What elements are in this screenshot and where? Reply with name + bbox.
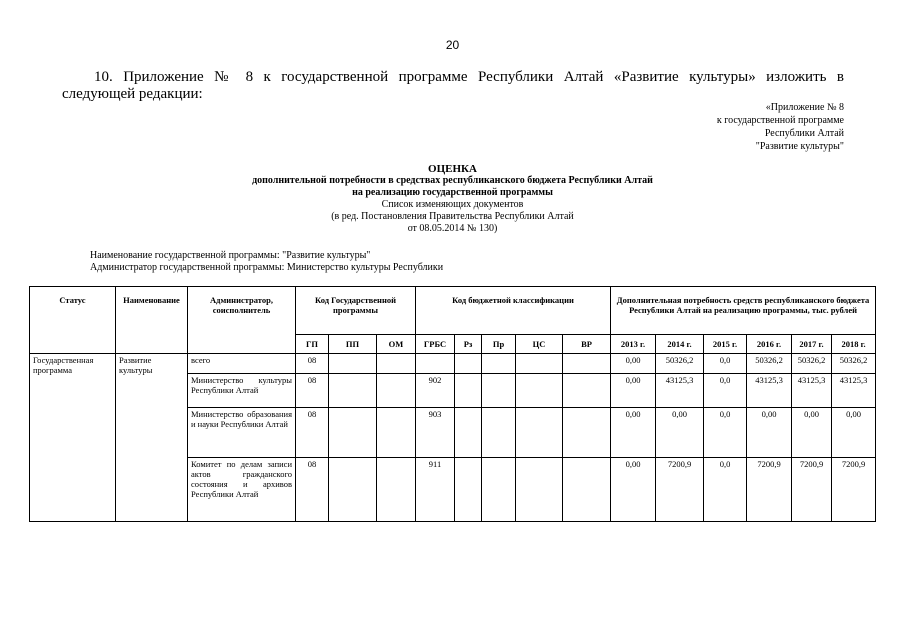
cell-2018: 50326,2	[832, 354, 876, 374]
appendix-line: «Приложение № 8	[765, 102, 844, 113]
cell-grbs: 911	[416, 458, 455, 522]
cell-2016: 50326,2	[747, 354, 792, 374]
cell-rz	[455, 354, 482, 374]
header-budget-classification: Код бюджетной классификации	[416, 287, 611, 335]
cell-2014: 50326,2	[656, 354, 704, 374]
cell-cs	[516, 458, 563, 522]
subheader-gp: ГП	[296, 335, 329, 354]
header-status: Статус	[30, 287, 116, 354]
cell-gp: 08	[296, 408, 329, 458]
cell-om	[377, 408, 416, 458]
cell-vr	[563, 374, 611, 408]
cell-grbs	[416, 354, 455, 374]
subheader-year-2014: 2014 г.	[656, 335, 704, 354]
cell-2015: 0,0	[704, 354, 747, 374]
cell-2017: 50326,2	[792, 354, 832, 374]
page-number: 20	[445, 38, 460, 52]
cell-om	[377, 458, 416, 522]
amendment-paragraph	[62, 69, 844, 103]
subheader-year-2018: 2018 г.	[832, 335, 876, 354]
cell-rz	[455, 458, 482, 522]
cell-administrator: Министерство культуры Республики Алтай	[188, 374, 296, 408]
paragraph-line-2: следующей редакции:	[62, 86, 203, 102]
cell-2016: 0,00	[747, 408, 792, 458]
appendix-line: Республики Алтай	[764, 128, 844, 139]
cell-2015: 0,0	[704, 374, 747, 408]
document-heading: ОЦЕНКА	[428, 163, 477, 175]
cell-cs	[516, 408, 563, 458]
header-program-code: Код Государственной программы	[296, 287, 416, 335]
cell-vr	[563, 458, 611, 522]
subheader-om: ОМ	[377, 335, 416, 354]
cell-gp: 08	[296, 374, 329, 408]
subheader-year-2017: 2017 г.	[792, 335, 832, 354]
cell-administrator: Комитет по делам записи актов гражданского состояния и архивов Республики Алтай	[188, 458, 296, 522]
cell-pp	[329, 374, 377, 408]
cell-om	[377, 374, 416, 408]
subheader-year-2015: 2015 г.	[704, 335, 747, 354]
cell-pp	[329, 354, 377, 374]
cell-name: Развитие культуры	[116, 354, 188, 522]
cell-pr	[482, 458, 516, 522]
cell-pp	[329, 408, 377, 458]
cell-2013: 0,00	[611, 408, 656, 458]
cell-pr	[482, 354, 516, 374]
title-line: от 08.05.2014 № 130)	[407, 223, 498, 234]
subheader-pr: Пр	[482, 335, 516, 354]
subheader-grbs: ГРБС	[416, 335, 455, 354]
cell-2017: 7200,9	[792, 458, 832, 522]
cell-2016: 43125,3	[747, 374, 792, 408]
header-name: Наименование	[116, 287, 188, 354]
cell-rz	[455, 374, 482, 408]
program-administrator: Администратор государственной программы: Министерство культуры Республики	[90, 262, 444, 273]
table-row	[30, 354, 876, 374]
subheader-cs: ЦС	[516, 335, 563, 354]
cell-2014: 7200,9	[656, 458, 704, 522]
subheader-rz: Рз	[455, 335, 482, 354]
subheader-year-2016: 2016 г.	[747, 335, 792, 354]
title-line: дополнительной потребности в средствах республиканского бюджета Республики Алтай	[252, 175, 653, 186]
cell-2014: 0,00	[656, 408, 704, 458]
cell-gp: 08	[296, 458, 329, 522]
appendix-line: "Развитие культуры"	[755, 141, 844, 152]
cell-om	[377, 354, 416, 374]
cell-status: Государственная программа	[30, 354, 116, 522]
cell-cs	[516, 374, 563, 408]
subheader-year-2013: 2013 г.	[611, 335, 656, 354]
cell-pr	[482, 408, 516, 458]
cell-administrator: всего	[188, 354, 296, 374]
header-additional-need: Дополнительная потребность средств республиканского бюджета Республики Алтай на реализацию программы, тыс. рублей	[611, 287, 876, 335]
cell-grbs: 902	[416, 374, 455, 408]
title-line: (в ред. Постановления Правительства Республики Алтай	[331, 211, 574, 222]
table-header-row	[30, 287, 876, 335]
cell-2018: 43125,3	[832, 374, 876, 408]
cell-2018: 7200,9	[832, 458, 876, 522]
cell-2016: 7200,9	[747, 458, 792, 522]
cell-2015: 0,0	[704, 408, 747, 458]
paragraph-line-1: 10. Приложение № 8 к государственной программе Республики Алтай «Развитие культуры» изложить в	[94, 69, 844, 85]
subheader-vr: ВР	[563, 335, 611, 354]
assessment-table	[29, 286, 876, 522]
cell-cs	[516, 354, 563, 374]
cell-2017: 43125,3	[792, 374, 832, 408]
cell-vr	[563, 408, 611, 458]
cell-vr	[563, 354, 611, 374]
cell-rz	[455, 408, 482, 458]
cell-2013: 0,00	[611, 458, 656, 522]
cell-2013: 0,00	[611, 354, 656, 374]
cell-grbs: 903	[416, 408, 455, 458]
cell-2013: 0,00	[611, 374, 656, 408]
document-title-block	[0, 163, 905, 235]
cell-pp	[329, 458, 377, 522]
cell-administrator: Министерство образования и науки Республики Алтай	[188, 408, 296, 458]
cell-2015: 0,0	[704, 458, 747, 522]
cell-gp: 08	[296, 354, 329, 374]
header-administrator: Администратор, соисполнитель	[188, 287, 296, 354]
cell-pr	[482, 374, 516, 408]
subheader-pp: ПП	[329, 335, 377, 354]
title-line: Список изменяющих документов	[381, 199, 524, 210]
title-line: на реализацию государственной программы	[352, 187, 553, 198]
appendix-line: к государственной программе	[716, 115, 844, 126]
program-name: Наименование государственной программы: "Развитие культуры"	[90, 250, 371, 261]
cell-2017: 0,00	[792, 408, 832, 458]
appendix-reference	[717, 101, 844, 153]
cell-2018: 0,00	[832, 408, 876, 458]
cell-2014: 43125,3	[656, 374, 704, 408]
program-meta	[90, 250, 443, 274]
